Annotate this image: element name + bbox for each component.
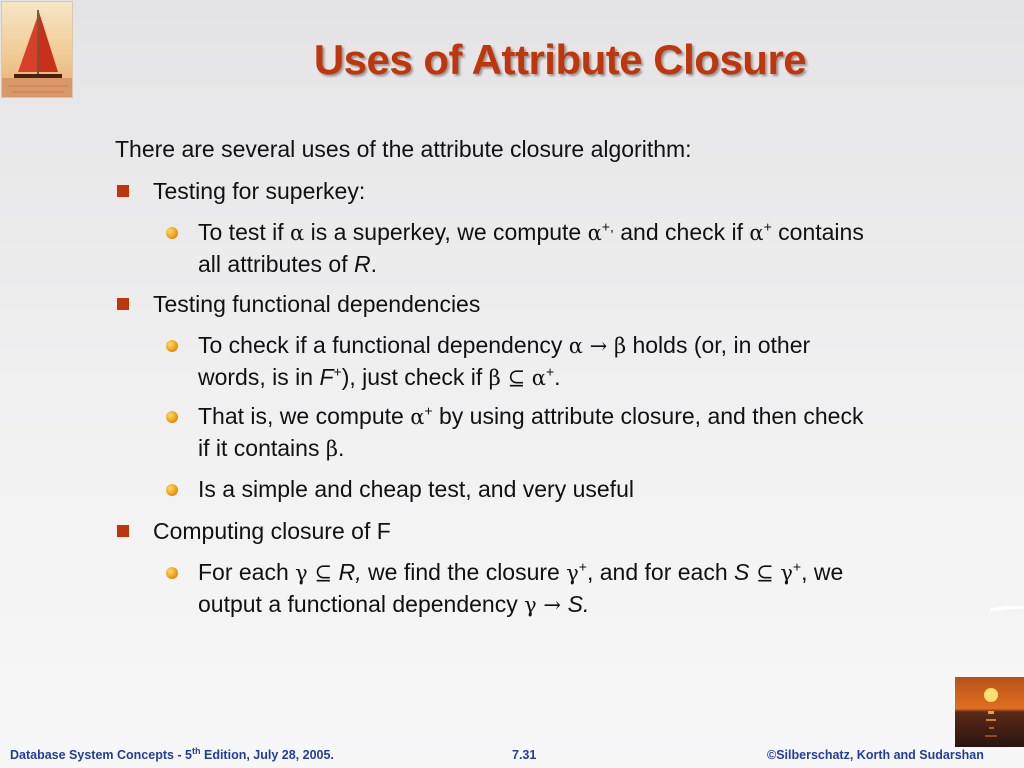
square-bullet-icon (117, 298, 129, 310)
square-bullet-icon (117, 185, 129, 197)
footer-book-info: Database System Concepts - 5th Edition, July 28, 2005. (10, 745, 334, 762)
bullet-simple-test: Is a simple and cheap test, and very useful (198, 476, 634, 502)
dot-bullet-icon (166, 340, 178, 352)
slide-title: Uses of Attribute Closure (313, 36, 807, 83)
section-heading-fd-testing: Testing functional dependencies (153, 291, 481, 317)
intro-text: There are several uses of the attribute closure algorithm: (115, 136, 692, 162)
footer-slide-number: 7.31 (512, 748, 537, 762)
bullet-superkey-test: To test if α is a superkey, we compute α+, and check if α+ contains all attributes of R. (198, 218, 864, 277)
footer-copyright: ©Silberschatz, Korth and Sudarshan (767, 748, 984, 762)
decorative-swoosh-icon (990, 600, 1024, 620)
bullet-compute-closure: That is, we compute α+ by using attribute closure, and then check if it contains β. (198, 402, 864, 461)
bullet-fd-check: To check if a functional dependency α → β holds (or, in other words, is in F+), just check if β ⊆ α+. (198, 332, 811, 390)
dot-bullet-icon (166, 484, 178, 496)
sunset-logo-icon (955, 677, 1024, 747)
dot-bullet-icon (166, 567, 178, 579)
dot-bullet-icon (166, 227, 178, 239)
section-heading-superkey: Testing for superkey: (153, 178, 366, 204)
square-bullet-icon (117, 525, 129, 537)
dot-bullet-icon (166, 411, 178, 423)
bullet-for-each-gamma: For each γ ⊆ R, we find the closure γ+, and for each S ⊆ γ+, we output a functional dependency γ → S. (198, 558, 844, 617)
section-heading-closure-of-f: Computing closure of F (153, 518, 391, 544)
